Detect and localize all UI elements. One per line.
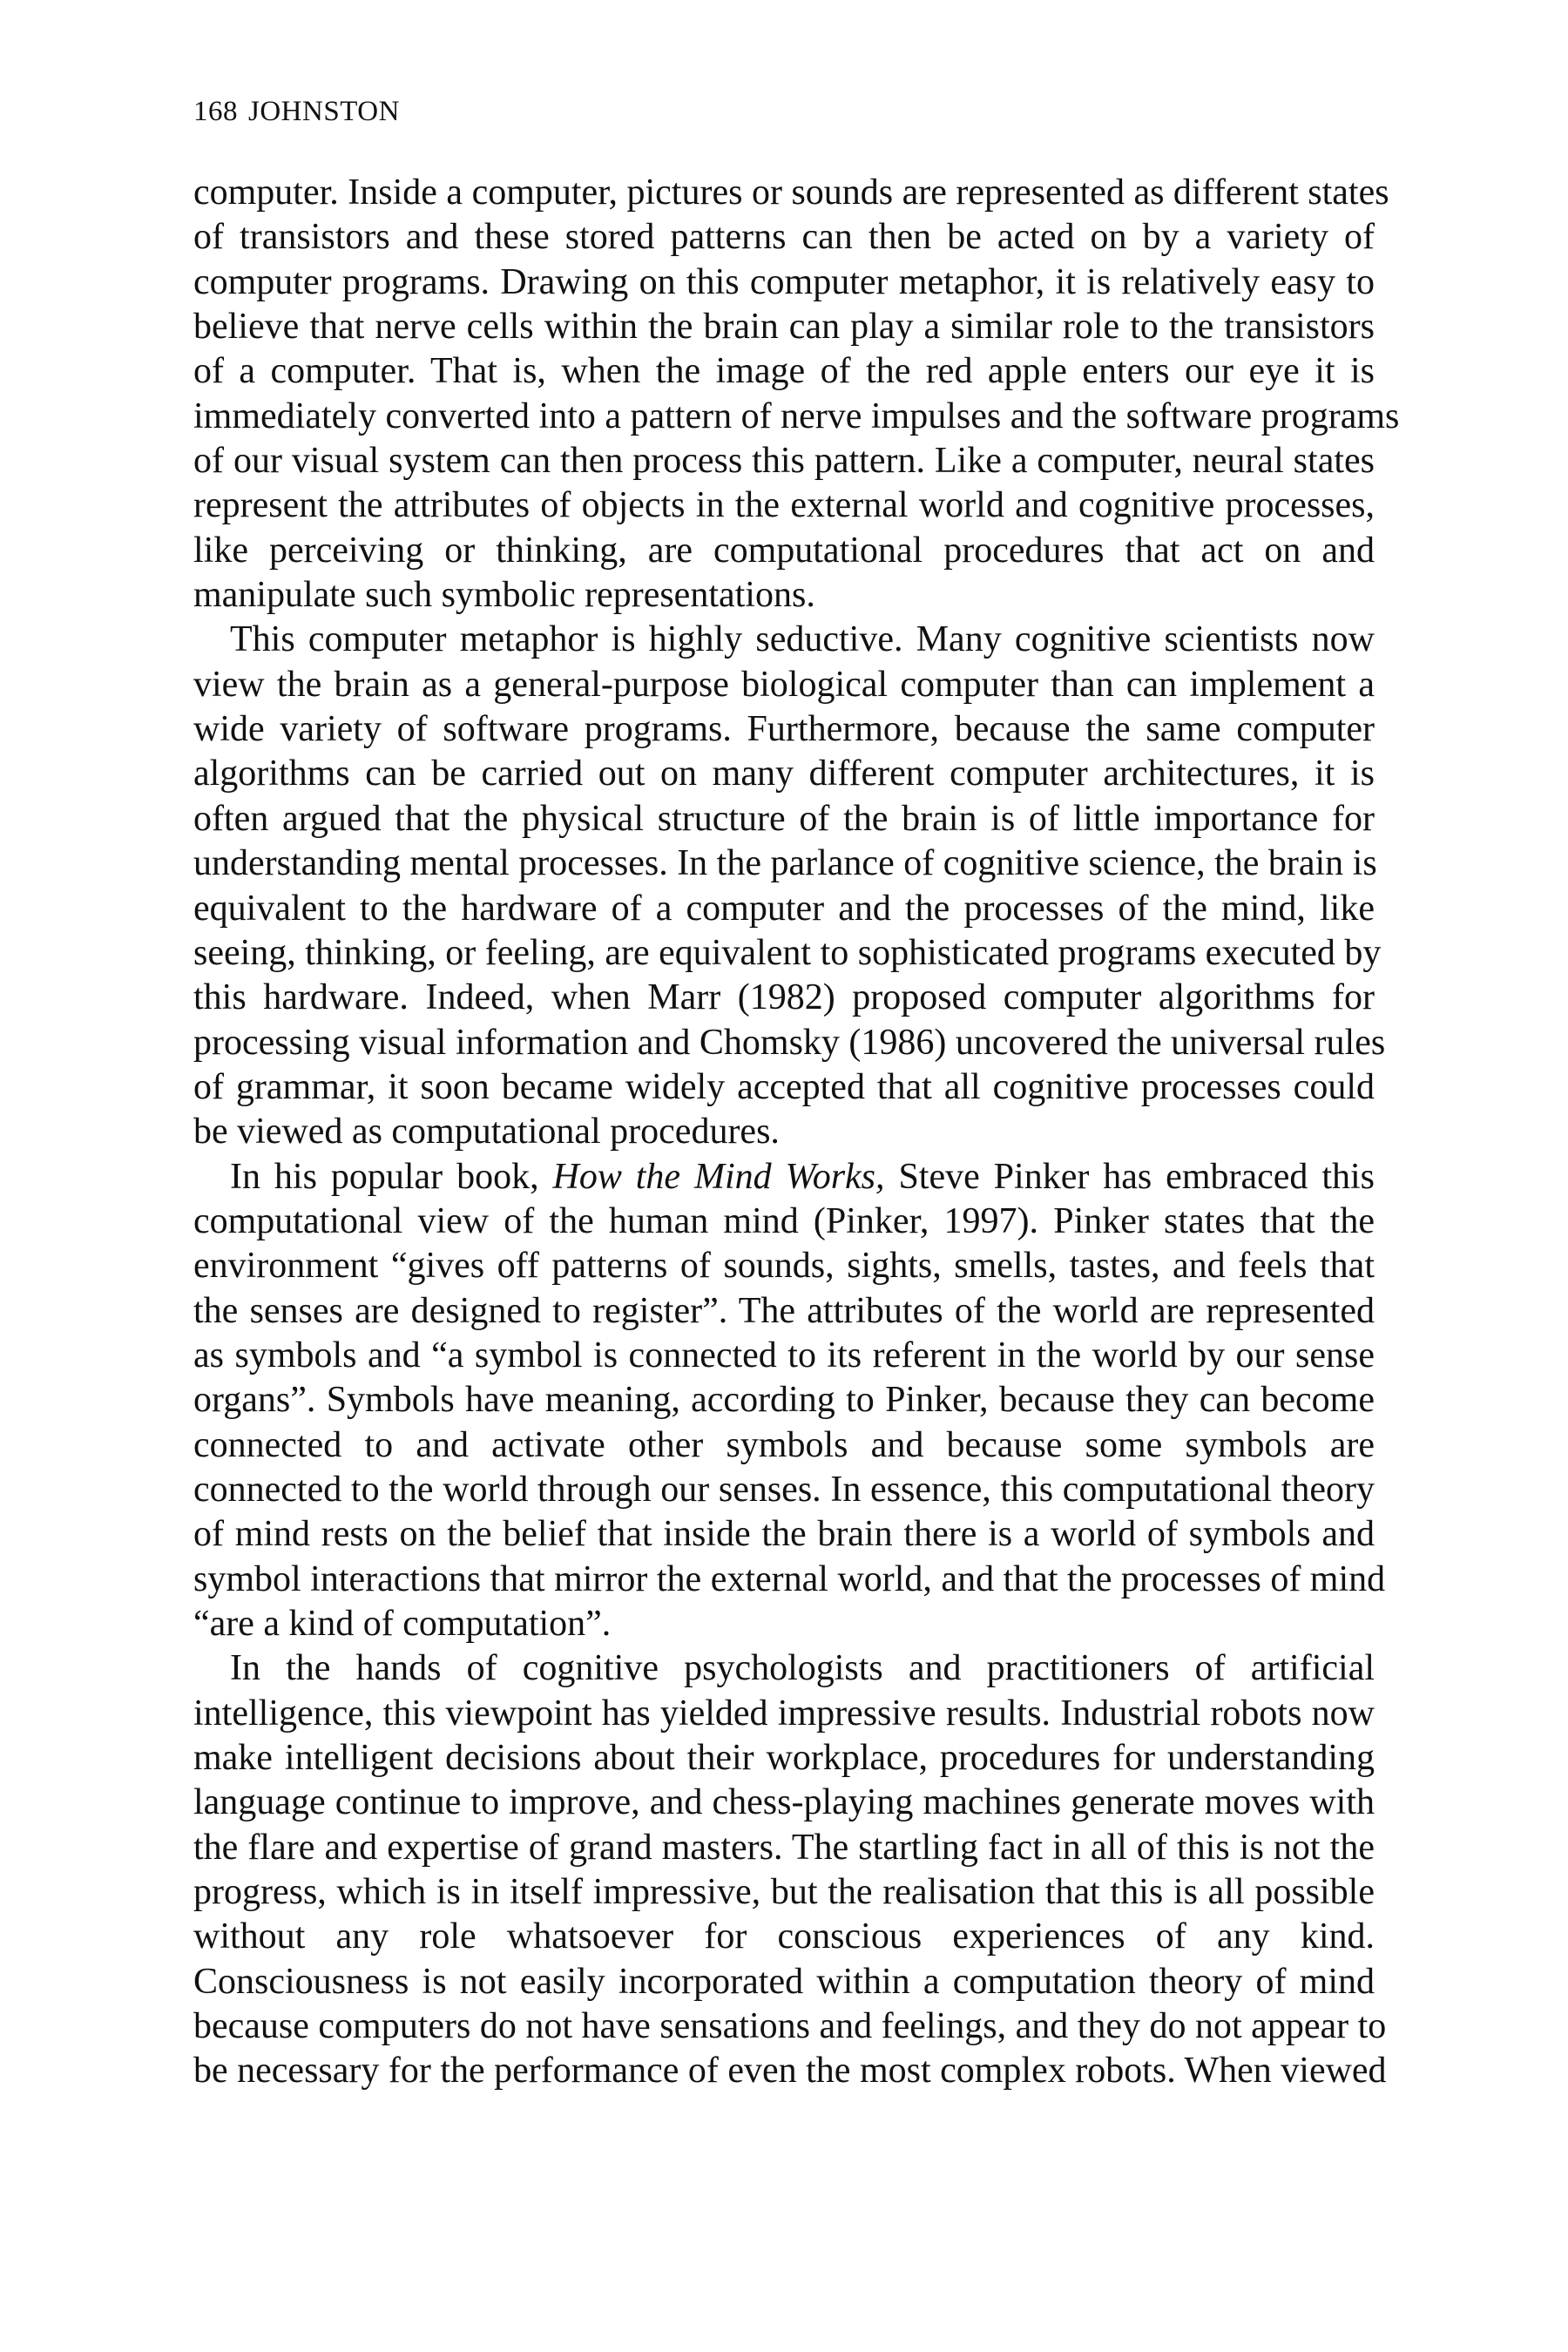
text-line: In the hands of cognitive psychologists and practitioners of artificial: [230, 1648, 1375, 1689]
text-line: make intelligent decisions about their workplace, procedures for understanding: [193, 1738, 1375, 1779]
text-line: language continue to improve, and chess-playing machines generate moves with: [193, 1782, 1375, 1823]
paragraph-3: [193, 1155, 1386, 1647]
text-line: manipulate such symbolic representations.: [193, 575, 815, 616]
text-line: as symbols and “a symbol is connected to its referent in the world by our sense: [193, 1335, 1375, 1375]
text-line: be necessary for the performance of even the most complex robots. When viewed: [193, 2051, 1387, 2092]
paragraph-2: [193, 618, 1386, 1154]
text-line: understanding mental processes. In the parlance of cognitive science, the brain is: [193, 843, 1377, 884]
text-line: often argued that the physical structure of the brain is of little importance for: [193, 798, 1375, 839]
text-line: processing visual information and Chomsky (1986) uncovered the universal rules: [193, 1022, 1386, 1063]
text-line: “are a kind of computation”.: [193, 1604, 612, 1644]
text-line: wide variety of software programs. Furthermore, because the same computer: [193, 709, 1375, 750]
text-line: the flare and expertise of grand masters. The startling fact in all of this is not the: [193, 1827, 1375, 1868]
text-line: computer. Inside a computer, pictures or sounds are represented as different states: [193, 172, 1389, 213]
text-line: view the brain as a general-purpose biological computer than can implement a: [193, 664, 1375, 705]
text-line: because computers do not have sensations and feelings, and they do not appear to: [193, 2006, 1387, 2047]
text-line: like perceiving or thinking, are computational procedures that act on and: [193, 530, 1375, 571]
text-line: of transistors and these stored patterns can then be acted on by a variety of: [193, 217, 1375, 258]
text-segment: Steve Pinker has embraced this: [884, 1156, 1375, 1197]
text-line: environment “gives off patterns of sounds, sights, smells, tastes, and feels that: [193, 1246, 1375, 1287]
page-number: 168: [193, 96, 238, 127]
text-line: equivalent to the hardware of a computer and the processes of the mind, like: [193, 888, 1375, 929]
text-line: computational view of the human mind (Pinker, 1997). Pinker states that the: [193, 1200, 1375, 1241]
text-line: computer programs. Drawing on this computer metaphor, it is relatively easy to: [193, 261, 1375, 302]
text-line: without any role whatsoever for conscious experiences of any kind.: [193, 1916, 1375, 1957]
running-title: JOHNSTON: [248, 96, 400, 127]
text-line: progress, which is in itself impressive, but the realisation that this is all possible: [193, 1872, 1375, 1913]
text-segment: In his popular book,: [230, 1156, 553, 1197]
text-line: intelligence, this viewpoint has yielded impressive results. Industrial robots now: [193, 1693, 1375, 1734]
book-title: How the Mind Works,: [552, 1156, 885, 1197]
text-line: connected to the world through our senses. In essence, this computational theory: [193, 1469, 1375, 1510]
text-line: represent the attributes of objects in the external world and cognitive processes,: [193, 485, 1375, 526]
text-line: connected to and activate other symbols and because some symbols are: [193, 1424, 1375, 1465]
text-line: seeing, thinking, or feeling, are equivalent to sophisticated programs executed by: [193, 932, 1382, 973]
text-line: This computer metaphor is highly seductive. Many cognitive scientists now: [230, 619, 1375, 660]
text-line: of mind rests on the belief that inside the brain there is a world of symbols and: [193, 1514, 1375, 1555]
body-text: [193, 171, 1400, 2094]
text-line: of a computer. That is, when the image of the red apple enters our eye it is: [193, 351, 1375, 392]
text-line: of grammar, it soon became widely accepted that all cognitive processes could: [193, 1066, 1375, 1107]
text-line: immediately converted into a pattern of nerve impulses and the software programs: [193, 395, 1400, 436]
text-line: [193, 1155, 1375, 1200]
text-line: be viewed as computational procedures.: [193, 1112, 780, 1152]
paragraph-4: [193, 1646, 1387, 2093]
text-line: algorithms can be carried out on many different computer architectures, it is: [193, 754, 1375, 794]
text-line: Consciousness is not easily incorporated within a computation theory of mind: [193, 1961, 1375, 2002]
text-line: organs”. Symbols have meaning, according to Pinker, because they can become: [193, 1380, 1375, 1421]
running-head: [193, 94, 400, 129]
paragraph-1: [193, 171, 1400, 618]
text-line: believe that nerve cells within the brain can play a similar role to the transistors: [193, 307, 1375, 348]
text-line: of our visual system can then process this pattern. Like a computer, neural states: [193, 441, 1375, 482]
text-line: the senses are designed to register”. The attributes of the world are represented: [193, 1290, 1375, 1331]
text-line: symbol interactions that mirror the external world, and that the processes of mind: [193, 1558, 1386, 1599]
text-line: this hardware. Indeed, when Marr (1982) proposed computer algorithms for: [193, 977, 1375, 1018]
